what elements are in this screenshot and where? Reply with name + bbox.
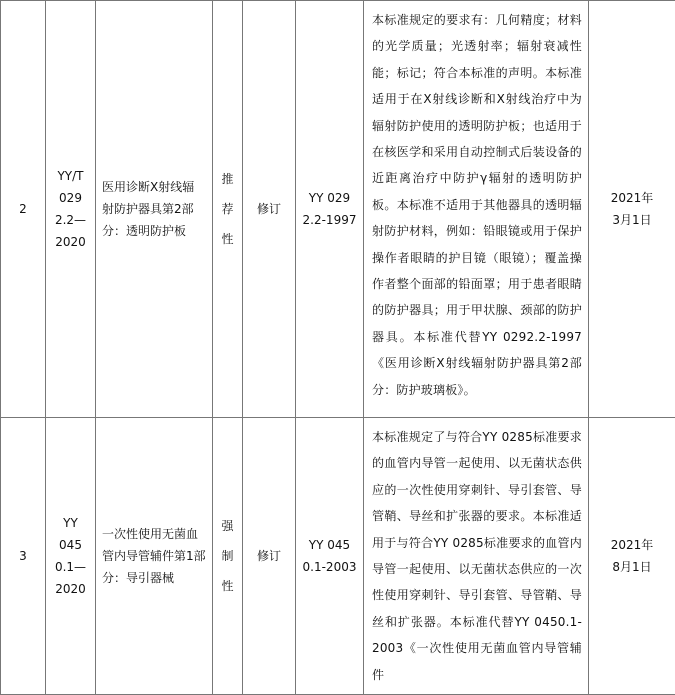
standard-type: 强 制 性: [213, 418, 243, 695]
standard-code: YY/T 029 2.2— 2020: [46, 1, 96, 418]
replaced-standard: YY 029 2.2-1997: [296, 1, 364, 418]
standard-code: YY 045 0.1— 2020: [46, 418, 96, 695]
table-row: [1, 418, 675, 695]
row-number: 2: [1, 1, 46, 418]
table-row: [1, 1, 675, 418]
standard-description: 本标准规定的要求有：几何精度；材料的光学质量；光透射率；辐射衰减性能；标记；符合本标准的声明。本标准适用于在X射线诊断和X射线治疗中为辐射防护使用的透明防护板；也适用于在核医学和采用自动控制式后装设备的近距离治疗中防护γ辐射的透明防护板。本标准不适用于其他器具的透明辐射防护材料，例如：铅眼镜或用于保护操作者眼睛的护目镜（眼镜）；覆盖操作者整个面部的铅面罩；用于患者眼睛的防护器具；用于甲状腺、颈部的防护器具。本标准代替YY 0292.2-1997《医用诊断X射线辐射防护器具第2部分：防护玻璃板》。: [364, 1, 589, 418]
effective-date: 2021年 3月1日: [589, 1, 675, 418]
row-number: 3: [1, 418, 46, 695]
revision-mode: 修订: [243, 418, 296, 695]
replaced-standard: YY 045 0.1-2003: [296, 418, 364, 695]
standard-type: 推 荐 性: [213, 1, 243, 418]
effective-date: 2021年 8月1日: [589, 418, 675, 695]
revision-mode: 修订: [243, 1, 296, 418]
standard-name: 一次性使用无菌血管内导管辅件第1部分：导引器械: [96, 418, 213, 695]
standard-description: 本标准规定了与符合YY 0285标准要求的血管内导管一起使用、以无菌状态供应的一次性使用穿刺针、导引套管、导管鞘、导丝和扩张器的要求。本标准适用于与符合YY 0285标准要求的血管内导管一起使用、以无菌状态供应的一次性使用穿刺针、导引套管、导管鞘、导丝和扩张器。本标准代替YY 0450.1-2003《一次性使用无菌血管内导管辅件: [364, 418, 589, 695]
standard-name: 医用诊断X射线辐射防护器具第2部分：透明防护板: [96, 1, 213, 418]
